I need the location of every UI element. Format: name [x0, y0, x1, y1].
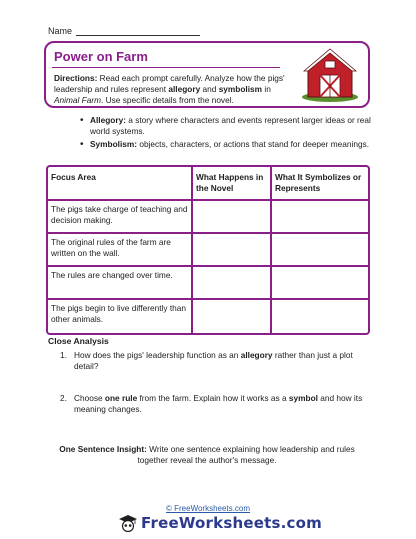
symbol-answer-cell[interactable] [272, 300, 368, 333]
focus-area-cell: The original rules of the farm are written on the wall. [48, 234, 193, 267]
question-item [60, 393, 370, 415]
insight-text: Write one sentence explaining how leadership and rules together reveal the author's message. [137, 444, 355, 465]
directions-part: in [262, 84, 271, 94]
question-number: 1. [60, 350, 67, 360]
focus-area-cell: The pigs begin to live differently than other animals. [48, 300, 193, 333]
question-number: 2. [60, 393, 67, 403]
table-row [48, 234, 368, 267]
focus-table [46, 165, 370, 335]
directions-part: and [200, 84, 219, 94]
directions-part: Read each prompt carefully. Analyze how the pigs' leadership and rules represent [54, 73, 285, 94]
symbol-answer-cell[interactable] [272, 267, 368, 300]
table-row [48, 300, 368, 333]
definition-item [80, 139, 376, 150]
definition-term: Symbolism: [90, 139, 138, 149]
logo-free-text: Free [141, 514, 179, 532]
focus-area-cell: The pigs take charge of teaching and decision making. [48, 201, 193, 234]
close-analysis-title: Close Analysis [48, 336, 109, 346]
definition-text: objects, characters, or actions that stand for deeper meanings. [137, 139, 370, 149]
definition-item [80, 115, 376, 137]
directions-text [54, 73, 296, 106]
name-row [48, 26, 200, 36]
freeworksheets-logo[interactable] [118, 514, 322, 532]
question-list [60, 350, 370, 415]
directions-italic: Animal Farm [54, 95, 102, 105]
symbol-answer-cell[interactable] [272, 234, 368, 267]
table-row [48, 201, 368, 234]
definition-text: a story where characters and events represent larger ideas or real world systems. [90, 115, 371, 136]
page-title: Power on Farm [54, 49, 148, 64]
column-header: What It Symbolizes or Represents [272, 167, 368, 201]
question-text: rather than just a plot detail? [74, 350, 353, 371]
question-text: from the farm. Explain how it works as a [137, 393, 289, 403]
novel-answer-cell[interactable] [193, 267, 272, 300]
question-text: How does the pigs' leadership function as an [74, 350, 241, 360]
table-header-row [48, 167, 368, 201]
definition-term: Allegory: [90, 115, 126, 125]
name-field[interactable] [76, 27, 200, 36]
question-item [60, 350, 370, 372]
logo-com-text: .com [280, 514, 322, 532]
directions-label: Directions: [54, 73, 98, 83]
one-sentence-insight [54, 444, 360, 466]
question-bold: allegory [240, 350, 273, 360]
directions-part: . Use specific details from the novel. [101, 95, 234, 105]
symbol-answer-cell[interactable] [272, 201, 368, 234]
logo-worksheets-text: Worksheets [178, 514, 281, 532]
question-bold: symbol [288, 393, 318, 403]
insight-label: One Sentence Insight: [59, 444, 147, 454]
question-text: and how its meaning changes. [74, 393, 363, 414]
question-text: Choose [74, 393, 105, 403]
header-card [44, 41, 370, 108]
red-barn-icon [300, 47, 360, 103]
focus-area-cell: The rules are changed over time. [48, 267, 193, 300]
graduation-panda-icon [118, 514, 138, 532]
novel-answer-cell[interactable] [193, 201, 272, 234]
column-header: Focus Area [48, 167, 193, 201]
table-row [48, 267, 368, 300]
directions-bold: allegory [168, 84, 201, 94]
footer-link[interactable]: © FreeWorksheets.com [166, 504, 250, 513]
column-header: What Happens in the Novel [193, 167, 272, 201]
directions-bold: symbolism [218, 84, 263, 94]
question-bold: one rule [104, 393, 138, 403]
title-underline [52, 67, 280, 68]
novel-answer-cell[interactable] [193, 300, 272, 333]
name-label: Name [48, 26, 73, 36]
definitions-list [80, 115, 376, 152]
novel-answer-cell[interactable] [193, 234, 272, 267]
